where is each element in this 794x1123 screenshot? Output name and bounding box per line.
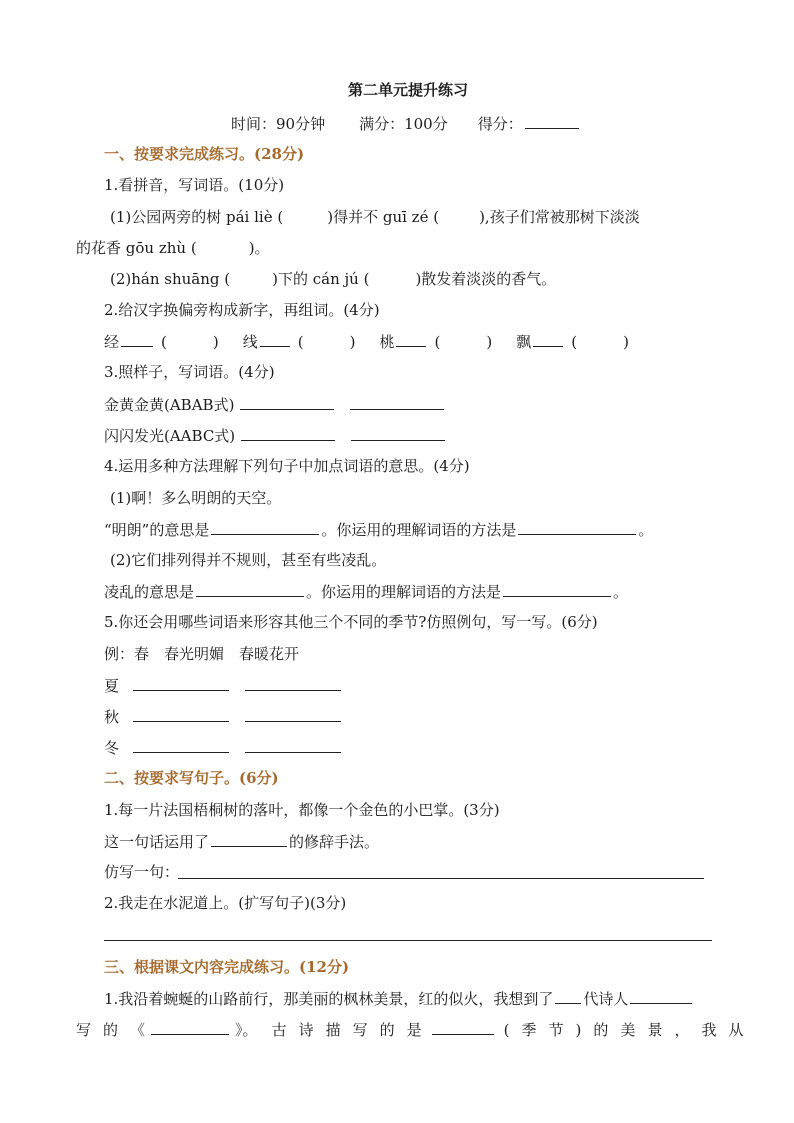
q2-blank[interactable]: [396, 330, 426, 347]
s3-char: 的: [379, 1021, 395, 1039]
poem-title-blank[interactable]: [151, 1018, 229, 1035]
q4-text: 。: [613, 583, 629, 601]
poet-blank[interactable]: [630, 987, 692, 1004]
full-score-label: 满分：100分: [359, 115, 448, 133]
s3-char: 是: [406, 1021, 422, 1039]
paren: (: [161, 333, 167, 351]
rhetoric-blank[interactable]: [211, 830, 287, 847]
q5-row-winter: [104, 736, 343, 759]
s3-char: ): [575, 1021, 582, 1039]
q4-sentence-2: (2)它们排列得并不规则，甚至有些凌乱。: [110, 551, 387, 569]
season-label: 秋: [104, 708, 120, 726]
q3-title: 3.照样子，写词语。(4分): [104, 363, 275, 381]
q2-blank[interactable]: [121, 330, 153, 347]
q2-char: 经: [104, 333, 120, 351]
season-blank[interactable]: [432, 1018, 494, 1035]
imitate-answer-line[interactable]: [178, 878, 704, 879]
q1-text: )散发着淡淡的香气。: [415, 270, 557, 288]
time-label: 时间：90分钟: [231, 115, 326, 133]
s3-q1-line-1: [104, 987, 694, 1010]
q1-title: 1.看拼音，写词语。(10分): [104, 176, 285, 194]
q2-char: 线: [242, 333, 258, 351]
q5-blank[interactable]: [133, 674, 229, 691]
q4-text: 。: [638, 521, 654, 539]
s3-char: 诗: [298, 1021, 314, 1039]
s3-char: (: [503, 1021, 510, 1039]
s3-text: 1.我沿着蜿蜒的山路前行，那美丽的枫林美景，红的似火，我想到了: [104, 990, 554, 1008]
paren: ): [486, 333, 493, 351]
expand-answer-line[interactable]: [104, 940, 712, 941]
q3-blank[interactable]: [241, 424, 335, 441]
q1-text: 的花香 gōu zhù (: [76, 239, 197, 257]
s2-text: 这一句话运用了: [104, 833, 210, 851]
q4-blank[interactable]: [211, 518, 319, 535]
q1-text: )。: [248, 239, 270, 257]
section-2-heading: 二、按要求写句子。(6分): [104, 769, 279, 787]
season-label: 冬: [104, 739, 120, 757]
paren: (: [434, 333, 441, 351]
q2-char: 桃: [379, 333, 395, 351]
q2-blank[interactable]: [260, 330, 290, 347]
q2-blank[interactable]: [533, 330, 563, 347]
s3-char: 的: [103, 1021, 119, 1039]
q1-text: (1)公园两旁的树 pái liè (: [110, 208, 284, 226]
q4-blank[interactable]: [518, 518, 636, 535]
q5-blank[interactable]: [245, 705, 341, 722]
s3-char: 从: [728, 1021, 744, 1039]
q1-text: ),孩子们常被那树下淡淡: [479, 208, 640, 226]
q4-blank[interactable]: [503, 580, 611, 597]
score-blank[interactable]: [525, 112, 579, 129]
q4-text: 。你运用的理解词语的方法是: [306, 583, 502, 601]
s3-char: 描: [325, 1021, 341, 1039]
q2-char: 飘: [516, 333, 532, 351]
q5-title: 5.你还会用哪些词语来形容其他三个不同的季节?仿照例句，写一写。(6分): [104, 613, 598, 631]
q1-text: )得并不 guī zé (: [327, 208, 440, 226]
q5-blank[interactable]: [245, 736, 341, 753]
s3-char: 节: [548, 1021, 564, 1039]
s2-q2-title: 2.我走在水泥道上。(扩写句子)(3分): [104, 894, 347, 912]
s3-char: 我: [701, 1021, 717, 1039]
q1-line-1: [110, 206, 640, 228]
q4-text: 凌乱的意思是: [104, 583, 195, 601]
s3-char: 景: [647, 1021, 663, 1039]
q3-blank[interactable]: [351, 424, 445, 441]
s3-char: 写: [352, 1021, 368, 1039]
s3-text: 代诗人: [583, 990, 629, 1008]
q3-example: 金黄金黄(ABAB式): [104, 396, 235, 414]
s3-char: 美: [620, 1021, 636, 1039]
s3-char: ，: [674, 1021, 690, 1039]
section-3-heading: 三、根据课文内容完成练习。(12分): [104, 958, 350, 976]
q4-title: 4.运用多种方法理解下列句子中加点词语的意思。(4分): [104, 457, 470, 475]
s3-char: 古: [271, 1021, 287, 1039]
paren: ): [623, 333, 629, 351]
paren: (: [571, 333, 578, 351]
dynasty-blank[interactable]: [555, 987, 581, 1004]
q3-row-2: [104, 424, 447, 447]
s3-q1-line-2: [76, 1018, 744, 1041]
q1-text: (2)hán shuāng (: [110, 270, 231, 288]
s3-char: 《: [130, 1021, 146, 1039]
q3-blank[interactable]: [240, 393, 334, 410]
page-title: 第二单元提升练习: [348, 81, 469, 99]
paren: ): [212, 333, 219, 351]
exam-meta: [231, 112, 581, 135]
q1-text: )下的 cán jú (: [272, 270, 370, 288]
s3-char: 写: [76, 1021, 92, 1039]
paren: ): [349, 333, 356, 351]
q4-blank[interactable]: [196, 580, 304, 597]
s3-text: 》。: [235, 1021, 258, 1039]
s3-char: 的: [593, 1021, 609, 1039]
q4-sentence-1: (1)啊！多么明朗的天空。: [110, 489, 282, 507]
q2-row: [104, 330, 629, 353]
q4-text: 。你运用的理解词语的方法是: [321, 521, 517, 539]
q5-blank[interactable]: [245, 674, 341, 691]
s2-q1-imitate: 仿写一句：: [104, 863, 180, 881]
q4-text: “明朗”的意思是: [104, 521, 210, 539]
s2-q1-rhetoric: [104, 830, 379, 853]
q3-example: 闪闪发光(AABC式): [104, 427, 236, 445]
q5-row-summer: [104, 674, 343, 697]
q1-line-3: [110, 268, 556, 290]
q5-blank[interactable]: [133, 736, 229, 753]
season-label: 夏: [104, 677, 120, 695]
q4-answer-2: [104, 580, 628, 603]
q5-row-autumn: [104, 705, 343, 728]
q5-example: 例：春 春光明媚 春暖花开: [104, 645, 300, 663]
q3-blank[interactable]: [350, 393, 444, 410]
q4-answer-1: [104, 518, 653, 541]
paren: (: [297, 333, 304, 351]
q5-blank[interactable]: [133, 705, 229, 722]
s2-text: 的修辞手法。: [289, 833, 380, 851]
section-1-heading: 一、按要求完成练习。(28分): [104, 145, 305, 163]
q1-line-2: [76, 237, 270, 259]
s2-q1-title: 1.每一片法国梧桐树的落叶，都像一个金色的小巴掌。(3分): [104, 801, 500, 819]
q3-row-1: [104, 393, 446, 416]
s3-char: 季: [521, 1021, 537, 1039]
score-label: 得分：: [477, 115, 523, 133]
q2-title: 2.给汉字换偏旁构成新字，再组词。(4分): [104, 301, 380, 319]
